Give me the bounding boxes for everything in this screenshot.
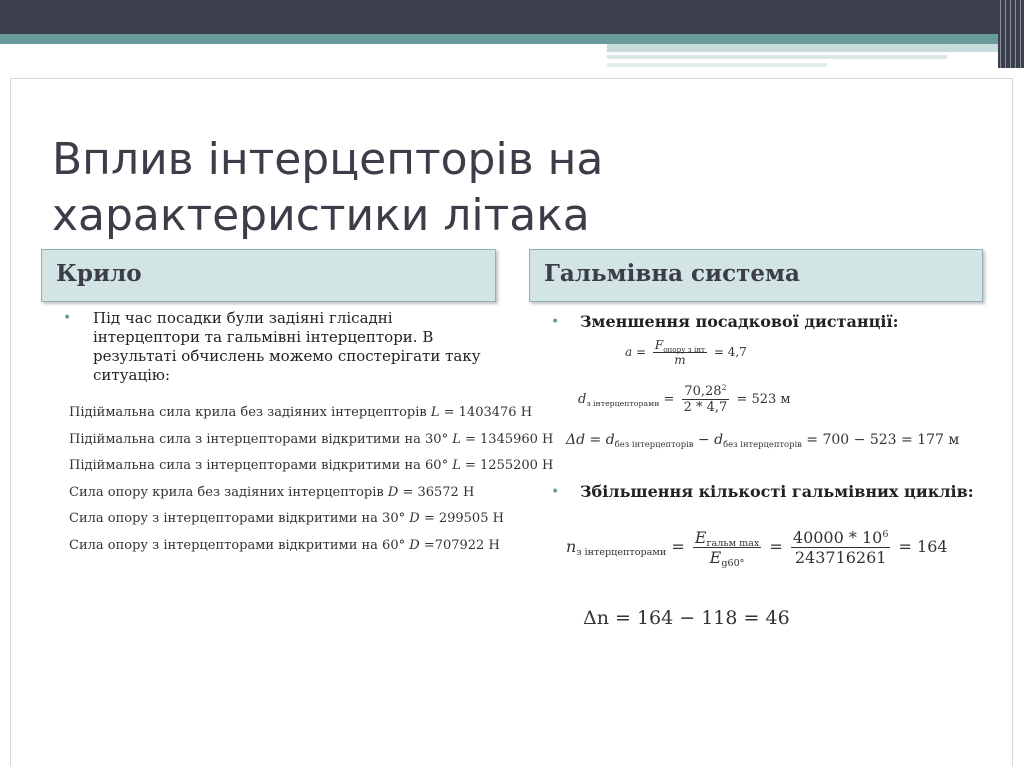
equation-distance: $d_{з інтерцепторами}$ = $\frac{70,28^2}{2 * 4,7}$ = 523 м: [578, 383, 791, 415]
distance-bullet-text: Зменшення посадкової дистанції:: [580, 312, 899, 331]
formula-line: Сила опору з інтерцепторами відкритими на 60° D =707922 Н: [69, 537, 500, 553]
cycles-bullet-text: Збільшення кількості гальмівних циклів:: [580, 482, 974, 501]
formula-line: Підіймальна сила з інтерцепторами відкритими на 60° L = 1255200 Н: [69, 458, 554, 473]
wing-formula-list: [69, 405, 554, 564]
corner-stripes: [998, 0, 1024, 68]
bullet-marker: •: [551, 314, 560, 330]
accent-stripe: [607, 55, 947, 59]
teal-stripe: [0, 34, 1004, 44]
heading-wing: Крило: [41, 249, 496, 302]
formula-line: Сила опору з інтерцепторами відкритими на 30° D = 299505 Н: [69, 511, 504, 526]
formula-line: Сила опору крила без задіяних інтерцепторів D = 36572 Н: [69, 484, 475, 500]
formula-line: Підіймальна сила крила без задіяних інтерцепторів L = 1403476 Н: [69, 405, 533, 420]
accent-stripe: [607, 44, 1004, 52]
slide-title: Вплив інтерцепторів на характеристики літака: [52, 134, 604, 241]
heading-braking: Гальмівна система: [529, 249, 983, 302]
equation-delta-distance: $\Delta d = d_{без інтерцепторів} - d_{без інтерцепторів} = 700 - 523 = 177$ м: [566, 432, 960, 449]
equation-cycles: $n_{з інтерцепторами}$ = $\frac{E_{гальм max}}{E_{g60^\circ}}$ = $\frac{40000 * 10^6}{243716261}$ = 164: [566, 528, 948, 570]
accent-stripe: [607, 63, 827, 67]
wing-bullet-text: Під час посадки були задіяні глісадні інтерцептори та гальмівні інтерцептори. В результаті обчислень можемо спостерігати таку ситуацію:: [93, 309, 481, 384]
equation-acceleration: a = $\frac{F_{опору з інт}}{m}$ = 4,7: [625, 338, 747, 367]
equation-delta-cycles: Δn = 164 − 118 = 46: [583, 607, 790, 629]
bullet-marker: •: [63, 310, 72, 326]
bullet-marker: •: [551, 484, 560, 500]
top-band: [0, 0, 1024, 34]
formula-line: Підіймальна сила з інтерцепторами відкритими на 30° L = 1345960 Н: [69, 431, 554, 447]
